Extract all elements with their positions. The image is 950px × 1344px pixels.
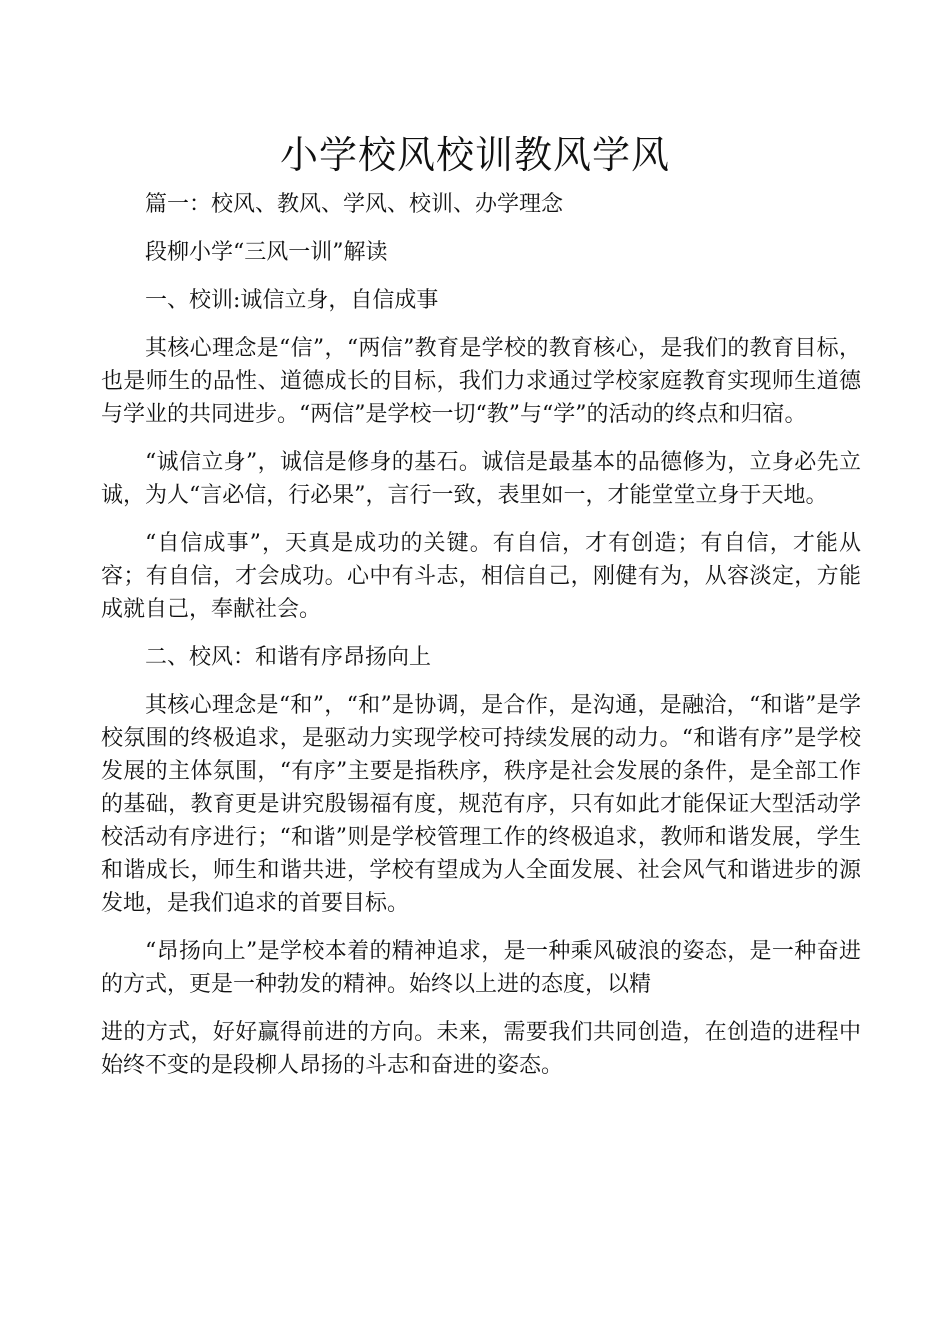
section-heading: 篇一：校风、教风、学风、校训、办学理念 [145, 192, 564, 217]
document-title: 小学校风校训教风学风 [279, 133, 670, 178]
body-paragraph: “自信成事”，天真是成功的关键。有自信，才有创造；有自信，才能从容；有自信，才会成功。心中有斗志，相信自己，刚健有为，从容淡定，方能成就自己，奉献社会。 [101, 531, 861, 622]
document-body [101, 188, 861, 1097]
body-paragraph: “昂扬向上”是学校本着的精神追求，是一种乘风破浪的姿态，是一种奋进的方式，更是一种勃发的精神。始终以上进的态度，以精 [101, 939, 861, 997]
section-heading: 段柳小学“三风一训”解读 [145, 240, 388, 265]
body-paragraph: “诚信立身”，诚信是修身的基石。诚信是最基本的品德修为，立身必先立诚，为人“言必信，行必果”，言行一致，表里如一，才能堂堂立身于天地。 [101, 450, 861, 508]
section-heading: 二、校风：和谐有序昂扬向上 [145, 645, 432, 670]
section-heading: 一、校训:诚信立身，自信成事 [145, 288, 439, 313]
body-paragraph: 其核心理念是“信”，“两信”教育是学校的教育核心，是我们的教育目标，也是师生的品性、道德成长的目标，我们力求通过学校家庭教育实现师生道德与学业的共同进步。“两信”是学校一切“教”与“学”的活动的终点和归宿。 [101, 336, 861, 427]
body-paragraph: 进的方式，好好赢得前进的方向。未来，需要我们共同创造，在创造的进程中始终不变的是段柳人昂扬的斗志和奋进的姿态。 [101, 1020, 861, 1078]
body-paragraph: 其核心理念是“和”，“和”是协调，是合作，是沟通，是融洽，“和谐”是学校氛围的终极追求，是驱动力实现学校可持续发展的动力。“和谐有序”是学校发展的主体氛围，“有序”主要是指秩序，秩序是社会发展的条件，是全部工作的基础，教育更是讲究殷锡福有度，规范有序，只有如此才能保证大型活动学校活动有序进行；“和谐”则是学校管理工作的终极追求，教师和谐发展，学生和谐成长，师生和谐共进，学校有望成为人全面发展、社会风气和谐进步的源发地，是我们追求的首要目标。 [101, 693, 861, 916]
